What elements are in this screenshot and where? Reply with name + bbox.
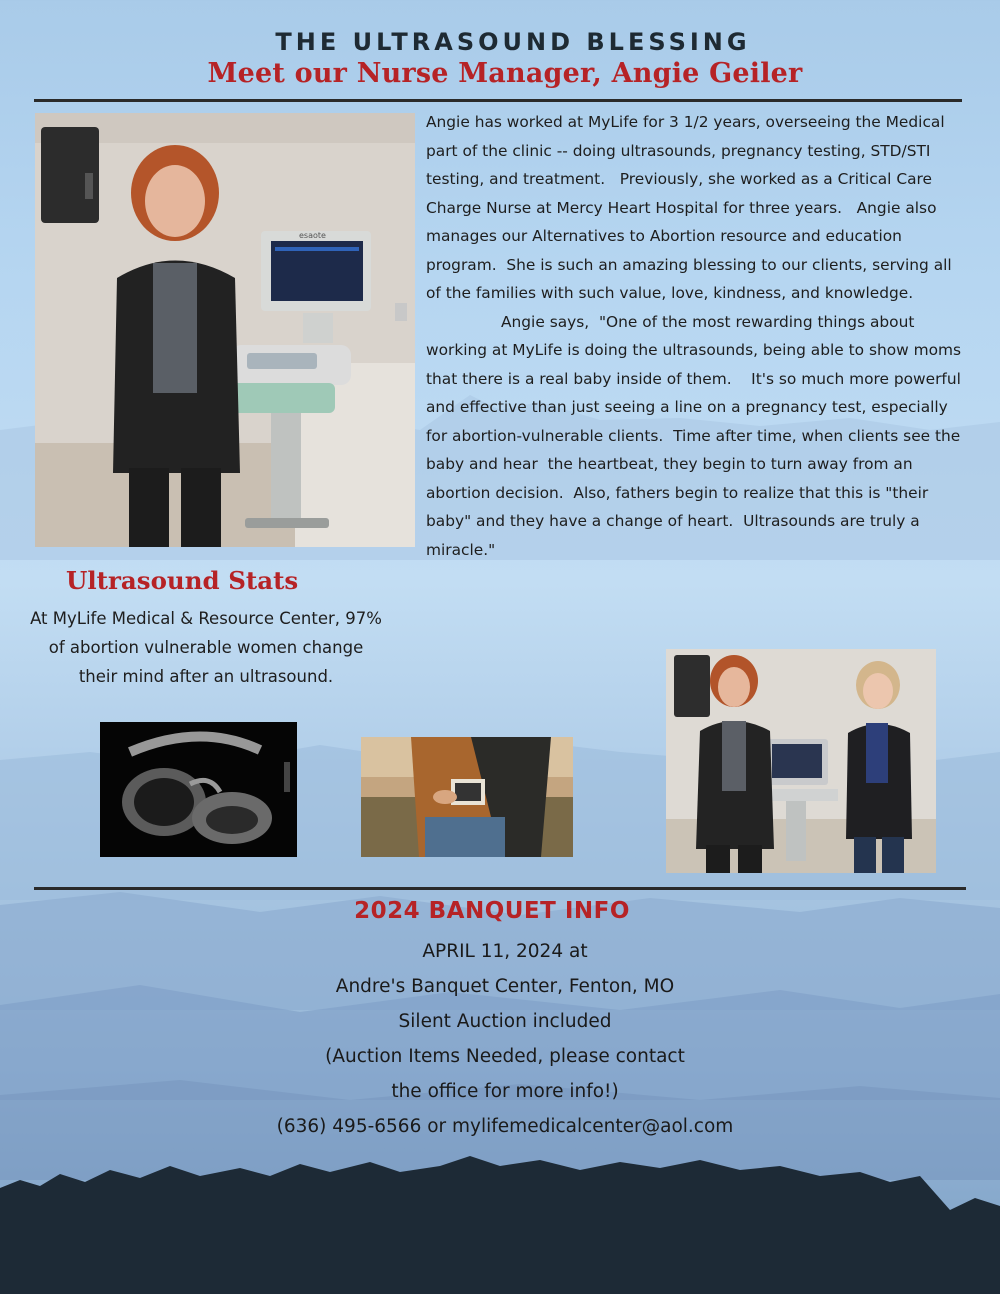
banquet-heading: 2024 BANQUET INFO (354, 898, 630, 924)
ultrasound-scan-image (100, 722, 297, 857)
top-divider (34, 99, 962, 102)
stats-body: At MyLife Medical & Resource Center, 97% of abortion vulnerable women change their mind after an ultrasound. (30, 609, 382, 686)
bottom-divider (34, 887, 966, 890)
banquet-auction-request: (Auction Items Needed, please contact (325, 1046, 685, 1067)
stats-heading: Ultrasound Stats (66, 566, 299, 595)
couple-sonogram-photo (361, 737, 573, 857)
banquet-venue: Andre's Banquet Center, Fenton, MO (335, 976, 675, 997)
banquet-info (0, 934, 1000, 1144)
banquet-contact-info: (636) 495-6566 or mylifemedicalcenter@aol.com (276, 1116, 734, 1137)
two-nurses-photo (666, 649, 936, 873)
nurse-photo (35, 113, 415, 547)
banquet-date: APRIL 11, 2024 at (422, 941, 588, 962)
machine-brand-label: esaote (299, 231, 326, 240)
bio-paragraph-1: Angie has worked at MyLife for 3 1/2 years, overseeing the Medical part of the clinic -- doing ultrasounds, pregnancy testing, STD/STI testing, and treatment. Previously, she worked as a Critical Care Charge Nurse at Mercy Heart Hospital for three years. Angie also manages our Alternatives to Abortion resource and education program. She is such an amazing blessing to our clients, serving all of the families with such value, love, kindness, and knowledge. (426, 113, 957, 302)
newsletter-kicker: THE ULTRASOUND BLESSING (275, 28, 751, 56)
page-title: Meet our Nurse Manager, Angie Geiler (207, 58, 803, 89)
banquet-auction: Silent Auction included (398, 1011, 612, 1032)
bio-text (426, 108, 966, 564)
bio-paragraph-2: Angie says, "One of the most rewarding things about working at MyLife is doing the ultrasounds, being able to show moms that there is a real baby inside of them. It's so much more powerful and effective than just seeing a line on a pregnancy test, especially for abortion-vulnerable clients. Time after time, when clients see the baby and hear the heartbeat, they begin to turn away from an abortion decision. Also, fathers begin to realize that this is "their baby" and they have a change of heart. Ultrasounds are truly a miracle." (426, 312, 966, 559)
banquet-contact-note: the office for more info!) (391, 1081, 619, 1102)
